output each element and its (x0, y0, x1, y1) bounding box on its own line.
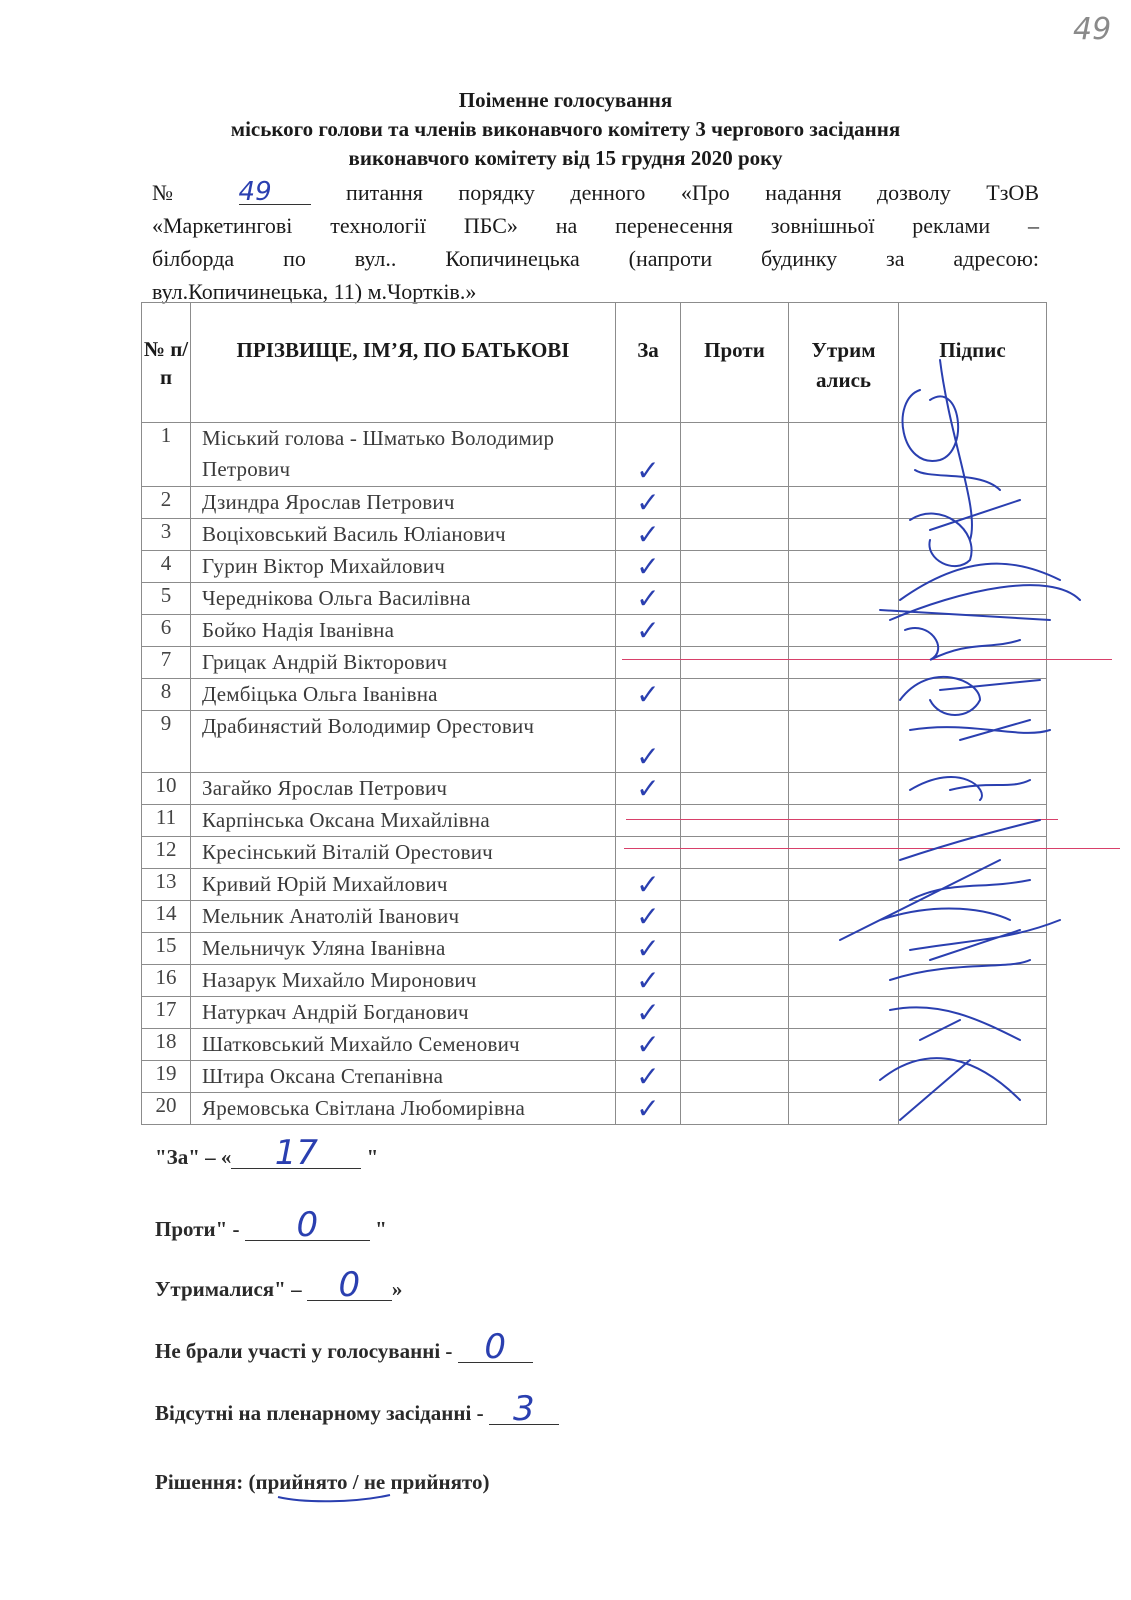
row-number: 17 (142, 997, 191, 1029)
row-number: 7 (142, 647, 191, 679)
row-name: Натуркач Андрій Богданович (191, 997, 616, 1029)
summary-rishennia-options: (прийнято / не прийнято) (248, 1470, 490, 1494)
row-za-mark: ✓ (616, 997, 681, 1029)
row-number: 9 (142, 711, 191, 773)
row-proty-cell (681, 679, 789, 711)
row-name: Драбинястий Володимир Орестович (191, 711, 616, 773)
row-proty-cell (681, 1029, 789, 1061)
row-za-mark: ✓ (616, 933, 681, 965)
agenda-no-label: № (152, 180, 204, 205)
summary-utrym-label: Утрималися" – (155, 1277, 302, 1301)
row-proty-cell (681, 901, 789, 933)
row-za-mark: ✓ (616, 901, 681, 933)
summary-proty-blank (245, 1205, 370, 1245)
title-line-1: Поіменне голосування (458, 88, 673, 112)
row-number: 1 (142, 423, 191, 487)
row-name: Штира Оксана Степанівна (191, 1061, 616, 1093)
row-name: Шатковський Михайло Семенович (191, 1029, 616, 1061)
row-name: Кресінський Віталій Орестович (191, 837, 616, 869)
row-proty-cell (681, 837, 789, 869)
row-number: 12 (142, 837, 191, 869)
row-name: Міський голова - Шматько Володимир Петрович (191, 423, 616, 487)
row-proty-cell (681, 423, 789, 487)
row-number: 3 (142, 519, 191, 551)
row-number: 19 (142, 1061, 191, 1093)
row-proty-cell (681, 487, 789, 519)
row-number: 10 (142, 773, 191, 805)
agenda-line-3: білборда по вул.. Копичинецька (напроти будинку за адресою: (152, 246, 1039, 271)
decision-handwritten-underline (274, 1469, 394, 1503)
row-name: Дембіцька Ольга Іванівна (191, 679, 616, 711)
title-line-3: виконавчого комітету від 15 грудня 2020 року (348, 146, 783, 170)
agenda-item-number: 49 (239, 180, 311, 205)
summary-utrym-value: 0 (338, 1265, 361, 1305)
document-title (0, 86, 1131, 173)
summary-za-blank (231, 1133, 361, 1173)
agenda-line-1 (152, 176, 1039, 209)
summary-ne-brali (155, 1327, 533, 1367)
row-proty-cell (681, 711, 789, 773)
row-proty-cell (681, 551, 789, 583)
row-proty-cell (681, 805, 789, 837)
summary-rishennia-label: Рішення: (155, 1470, 244, 1494)
row-proty-cell (681, 647, 789, 679)
summary-ne-brali-value: 0 (484, 1327, 506, 1367)
row-proty-cell (681, 519, 789, 551)
row-name: Грицак Андрій Вікторович (191, 647, 616, 679)
row-za-mark: ✓ (616, 423, 681, 487)
row-za-mark (616, 837, 681, 869)
summary-ne-brali-blank (458, 1327, 533, 1367)
row-number: 8 (142, 679, 191, 711)
row-name: Дзиндра Ярослав Петрович (191, 487, 616, 519)
summary-za (155, 1133, 379, 1173)
row-number: 13 (142, 869, 191, 901)
row-za-mark: ✓ (616, 773, 681, 805)
summary-utrym-end: » (391, 1277, 403, 1301)
header-utrym: Утрим ались (789, 303, 899, 423)
title-line-2: міського голови та членів виконавчого комітету 3 чергового засідання (230, 117, 901, 141)
header-proty: Проти (681, 303, 789, 423)
summary-vidsutni (155, 1389, 559, 1429)
page-number: 49 (1073, 12, 1112, 47)
summary-za-label: "За" – « (155, 1145, 232, 1169)
row-proty-cell (681, 1061, 789, 1093)
row-name: Загайко Ярослав Петрович (191, 773, 616, 805)
row-za-mark: ✓ (616, 679, 681, 711)
row-proty-cell (681, 933, 789, 965)
row-name: Череднікова Ольга Василівна (191, 583, 616, 615)
summary-vidsutni-label: Відсутні на пленарному засіданні - (155, 1401, 484, 1425)
row-za-mark: ✓ (616, 1029, 681, 1061)
row-proty-cell (681, 997, 789, 1029)
row-number: 11 (142, 805, 191, 837)
row-name: Яремовська Світлана Любомирівна (191, 1093, 616, 1125)
agenda-item (152, 176, 1039, 308)
row-za-mark: ✓ (616, 869, 681, 901)
summary-utrym (155, 1265, 403, 1305)
row-za-mark: ✓ (616, 519, 681, 551)
row-name: Карпінська Оксана Михайлівна (191, 805, 616, 837)
row-name: Кривий Юрій Михайлович (191, 869, 616, 901)
row-name: Назарук Михайло Миронович (191, 965, 616, 997)
header-pidpys: Підпис (899, 303, 1047, 423)
summary-za-value: 17 (274, 1133, 319, 1173)
row-number: 15 (142, 933, 191, 965)
row-proty-cell (681, 869, 789, 901)
row-number: 14 (142, 901, 191, 933)
row-number: 16 (142, 965, 191, 997)
row-za-mark: ✓ (616, 583, 681, 615)
summary-proty-label: Проти" - (155, 1217, 240, 1241)
row-za-mark (616, 805, 681, 837)
agenda-line-1-text: питання порядку денного «Про надання дозволу ТзОВ (346, 180, 1039, 205)
row-za-mark: ✓ (616, 1093, 681, 1125)
row-name: Бойко Надія Іванівна (191, 615, 616, 647)
row-number: 20 (142, 1093, 191, 1125)
row-proty-cell (681, 583, 789, 615)
agenda-line-4: вул.Копичинецька, 11) м.Чортків.» (152, 279, 477, 304)
row-za-mark: ✓ (616, 615, 681, 647)
row-name: Гурин Віктор Михайлович (191, 551, 616, 583)
row-number: 6 (142, 615, 191, 647)
row-number: 18 (142, 1029, 191, 1061)
row-name: Мельничук Уляна Іванівна (191, 933, 616, 965)
row-number: 4 (142, 551, 191, 583)
row-proty-cell (681, 1093, 789, 1125)
summary-vidsutni-value: 3 (513, 1389, 535, 1429)
header-name: ПРІЗВИЩЕ, ІМ’Я, ПО БАТЬКОВІ (191, 303, 616, 423)
row-za-mark: ✓ (616, 1061, 681, 1093)
row-number: 2 (142, 487, 191, 519)
summary-ne-brali-label: Не брали участі у голосуванні - (155, 1339, 453, 1363)
agenda-line-2: «Маркетингові технології ПБС» на перенесення зовнішньої реклами – (152, 213, 1039, 238)
row-name: Воціховський Василь Юліанович (191, 519, 616, 551)
row-number: 5 (142, 583, 191, 615)
row-za-mark: ✓ (616, 965, 681, 997)
row-proty-cell (681, 615, 789, 647)
summary-proty-end: " (375, 1217, 387, 1241)
summary-proty-value: 0 (296, 1205, 319, 1245)
row-proty-cell (681, 965, 789, 997)
row-za-mark: ✓ (616, 711, 681, 773)
summary-proty (155, 1205, 387, 1245)
header-za: За (616, 303, 681, 423)
row-proty-cell (681, 773, 789, 805)
summary-za-end: " (366, 1145, 379, 1169)
header-num: № п/п (142, 303, 191, 423)
row-name: Мельник Анатолій Іванович (191, 901, 616, 933)
row-za-mark: ✓ (616, 551, 681, 583)
signature-scribbles (820, 320, 1120, 1140)
summary-vidsutni-blank (489, 1389, 559, 1429)
row-za-mark: ✓ (616, 487, 681, 519)
row-za-mark (616, 647, 681, 679)
summary-utrym-blank (307, 1265, 392, 1305)
